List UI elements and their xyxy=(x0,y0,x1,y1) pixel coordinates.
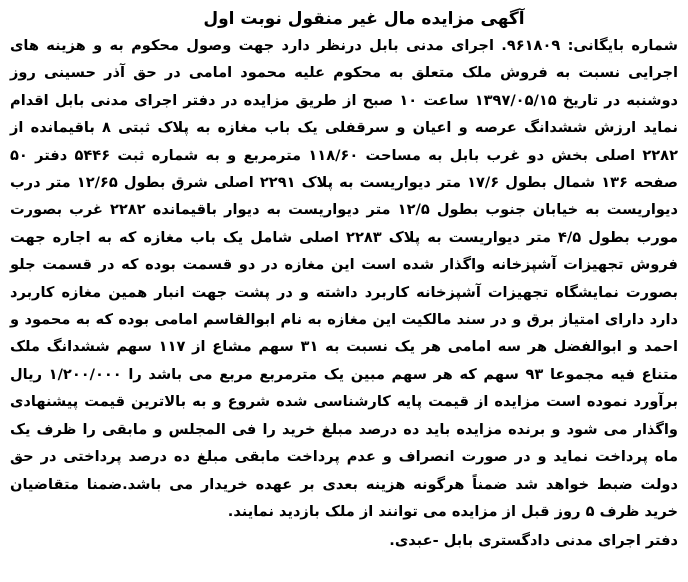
notice-title: آگهی مزایده مال غیر منقول نوبت اول xyxy=(203,9,525,29)
notice-body: شماره بایگانی: ۹۶۱۸۰۹. اجرای مدنی بابل درنظر دارد جهت وصول محکوم به و هزینه های اجرایی نسبت به فروش ملک متعلق به محکوم علیه محمود امامی در حق آذر حسینی روز دوشنبه در تاریخ ۱۳۹۷/۰۵/۱۵ ساعت ۱۰ صبح از طریق مزایده در دفتر اجرای مدنی بابل اقدام نماید ارزش ششدانگ عرصه و اعیان و سرقفلی یک باب مغازه به پلاک ثبتی ۸ باقیمانده از ۲۲۸۲ اصلی بخش دو غرب بابل به مساحت ۱۱۸/۶۰ مترمربع و به شماره ثبت ۵۴۴۶ دفتر ۵۰ صفحه ۱۳۶ شمال بطول ۱۷/۶ متر دیواریست به پلاک ۲۲۹۱ اصلی شرق بطول ۱۲/۶۵ متر درب دیواریست به خیابان جنوب بطول ۱۲/۵ متر دیواریست به دیوار باقیمانده ۲۲۸۲ غرب بصورت مورب بطول ۴/۵ متر دیواریست به پلاک ۲۲۸۳ اصلی شامل یک باب مغازه که به اجاره جهت فروش تجهیزات آشپزخانه واگذار شده است این مغازه در دو قسمت بوده که در قسمت جلو بصورت نمایشگاه تجهیزات آشپزخانه کاربرد داشته و در پشت جهت انبار همین مغازه کاربرد دارد دارای امتیاز برق و در سند مالکیت این مغازه به نام ابوالقاسم امامی بوده که به محمود و احمد و ابوالفضل هر سه امامی هر یک نسبت به ۳۱ سهم مشاع از ۱۱۷ سهم ششدانگ ملک متناع فیه مجموعا ۹۳ سهم که هر سهم مبین یک مترمربع مربع می باشد را ۱/۲۰۰/۰۰۰ ریال برآورد نموده است مزایده از قیمت پایه کارشناسی شده شروع و به بالاترین قیمت پیشنهادی واگذار می شود و برنده مزایده باید ده درصد مبلغ خرید را فی المجلس و مابقی را ظرف یک ماه پرداخت نماید و در صورت انصراف و عدم پرداخت مابقی مبلغ ده درصد پرداختی در حق دولت ضبط خواهد شد ضمناً هرگونه هزینه بعدی بر عهده خریدار می باشد.ضمنا متقاضیان خرید ظرف ۵ روز قبل از مزایده می توانند از ملک بازدید نمایند. xyxy=(10,37,679,520)
notice-signature: دفتر اجرای مدنی دادگستری بابل -عبدی. xyxy=(389,532,678,550)
